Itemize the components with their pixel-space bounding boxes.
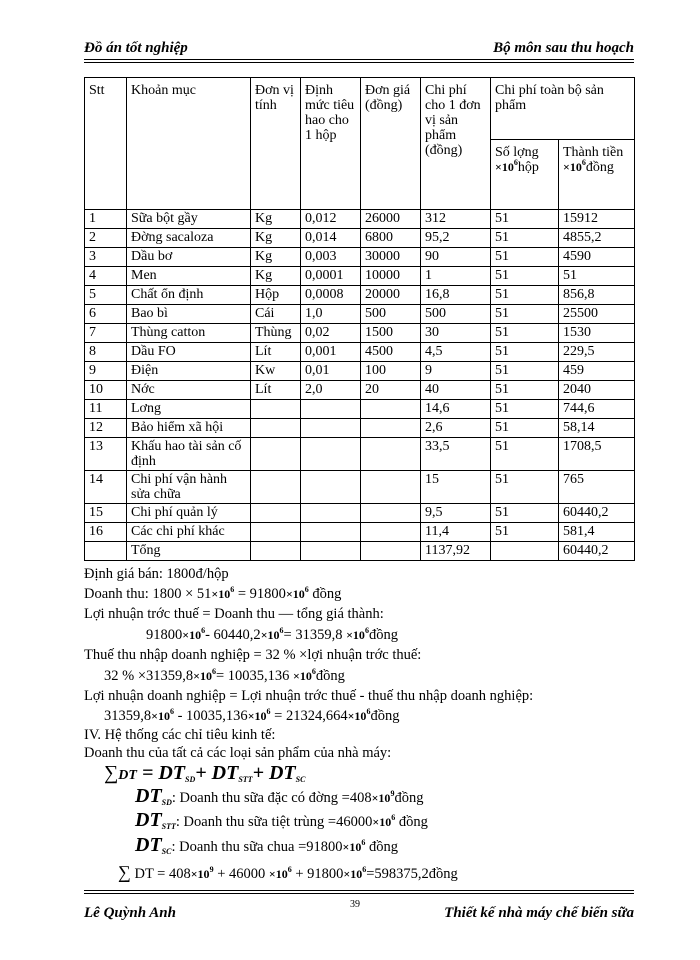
cell-qty: 51 [491,504,559,523]
cell-norm: 0,01 [301,362,361,381]
net-profit-calculation: $31359,8\times 10^6 - 10035,136\times 10^6$ = $21324,664\times 10^6đồng$ [104,707,400,724]
col-amount: Thành tiền $\times 10^6đồng$ [559,140,635,210]
cell-item: Khấu hao tài sản cố định [127,438,251,471]
cell-amount: 60440,2 [559,504,635,523]
net-profit-definition: Lợi nhuận doanh nghiệp = Lợi nhuận trớc thuế - thuế thu nhập doanh nghiệp: [84,688,534,704]
cell-unit: Kw [251,362,301,381]
cell-qty: 51 [491,400,559,419]
cell-amount: 60440,2 [559,542,635,561]
cell-item: Tổng [127,542,251,561]
revenue-line: Doanh thu: $1800 \times 51\times 10^6 = 91800\times 10^6$ đồng [84,585,342,602]
cell-price: 1500 [361,324,421,343]
cell-item: Chi phí quản lý [127,504,251,523]
sum-formula: $\sum DT = DT_{SD}+ DT_{STT}+ DT_{SC}$ [104,762,306,784]
cell-qty: 51 [491,210,559,229]
cell-unit [251,419,301,438]
cell-stt: 12 [85,419,127,438]
cell-price [361,504,421,523]
cell-norm [301,523,361,542]
cell-price: 30000 [361,248,421,267]
cell-norm: 0,02 [301,324,361,343]
table-body [85,210,635,561]
tax-calculation: 32 % $\times 31359,8\times 10^6= 10035,136$ $\times 10^6đồng$ [104,667,345,684]
cell-unit: Kg [251,229,301,248]
table-row [85,381,635,400]
cell-cost: 40 [421,381,491,400]
cell-price [361,438,421,471]
cell-cost: 15 [421,471,491,504]
col-cost-per-unit: Chi phí cho 1 đơn vị sản phẩm (đồng) [421,78,491,210]
section-heading: IV. Hệ thống các chỉ tiêu kinh tế: [84,727,276,743]
cell-qty: 51 [491,419,559,438]
cell-item: Các chi phí khác [127,523,251,542]
cell-cost: 9 [421,362,491,381]
cell-stt [85,542,127,561]
cell-norm [301,504,361,523]
cell-norm: 0,0001 [301,267,361,286]
cell-unit: Lít [251,343,301,362]
table-row [85,248,635,267]
cell-norm [301,419,361,438]
cell-cost: 1 [421,267,491,286]
table-row [85,471,635,504]
cell-amount: 581,4 [559,523,635,542]
cell-amount: 2040 [559,381,635,400]
cell-qty: 51 [491,286,559,305]
cell-item: Nớc [127,381,251,400]
cell-unit: Kg [251,210,301,229]
cell-unit [251,504,301,523]
cell-stt: 5 [85,286,127,305]
col-price: Đơn giá (đồng) [361,78,421,210]
tax-definition: Thuế thu nhập doanh nghiệp = 32 % ×lợi nhuận trớc thuế: [84,647,422,663]
cell-stt: 11 [85,400,127,419]
profit-calculation: $91800\times 10^6-$ $60440,2\times 10^6= 31359,8$ $\times 10^6đồng$ [146,626,398,643]
cell-item: Điện [127,362,251,381]
header-left: Đồ án tốt nghiệp [84,40,188,56]
table-row [85,286,635,305]
col-norm: Định mức tiêu hao cho 1 hộp [301,78,361,210]
cell-cost: 4,5 [421,343,491,362]
cell-stt: 4 [85,267,127,286]
cell-cost: 2,6 [421,419,491,438]
cell-stt: 9 [85,362,127,381]
cell-amount: 765 [559,471,635,504]
col-total-group: Chi phí toàn bộ sản phẩm [491,78,635,140]
col-item: Khoản mục [127,78,251,210]
table-row [85,229,635,248]
cell-qty: 51 [491,305,559,324]
page-header [84,40,634,60]
cell-stt: 15 [85,504,127,523]
cell-item: Lơng [127,400,251,419]
cell-unit: Thùng [251,324,301,343]
cell-norm: 0,014 [301,229,361,248]
cell-price: 20000 [361,286,421,305]
cell-item: Men [127,267,251,286]
cell-amount: 25500 [559,305,635,324]
cell-stt: 3 [85,248,127,267]
cell-stt: 2 [85,229,127,248]
cell-qty: 51 [491,381,559,400]
cell-unit [251,438,301,471]
header-right: Bộ môn sau thu hoạch [493,40,634,56]
cell-item: Dầu bơ [127,248,251,267]
cell-qty: 51 [491,343,559,362]
cell-unit: Hộp [251,286,301,305]
cell-stt: 13 [85,438,127,471]
cell-qty: 51 [491,267,559,286]
table-row [85,504,635,523]
table-row [85,267,635,286]
cell-cost: 30 [421,324,491,343]
cell-cost: 33,5 [421,438,491,471]
cell-qty: 51 [491,471,559,504]
revenue-all-label: Doanh thu của tất cả các loại sản phẩm của nhà máy: [84,745,392,761]
cell-amount: 51 [559,267,635,286]
cell-qty: 51 [491,438,559,471]
cell-stt: 10 [85,381,127,400]
cell-cost: 1137,92 [421,542,491,561]
cell-item: Chất ổn định [127,286,251,305]
cell-amount: 856,8 [559,286,635,305]
cell-norm: 0,003 [301,248,361,267]
price-line: Định giá bán: 1800đ/hộp [84,566,229,582]
cell-price: 26000 [361,210,421,229]
cell-unit [251,471,301,504]
cell-cost: 312 [421,210,491,229]
cell-qty: 51 [491,523,559,542]
table-row [85,523,635,542]
cell-unit [251,542,301,561]
total-revenue-line: ∑ DT = $408\times 10^9 + 46000 \times 10^6$ + $91800\times 10^6=598375,2đồng$ [118,862,458,882]
cell-amount: 229,5 [559,343,635,362]
cell-norm [301,400,361,419]
cell-stt: 1 [85,210,127,229]
dt-stt-definition: $DT_{STT}$: Doanh thu sữa tiệt trùng $=46000\times 10^6$ đồng [135,809,428,831]
cell-qty: 51 [491,324,559,343]
dt-sd-definition: $DT_{SD}$: Doanh thu sữa đặc có đờng $=408\times 10^9đồng$ [135,785,424,807]
cell-price: 6800 [361,229,421,248]
col-qty: Số lợng $\times 10^6hộp$ [491,140,559,210]
cell-unit: Kg [251,267,301,286]
cell-cost: 11,4 [421,523,491,542]
profit-definition: Lợi nhuận trớc thuế = Doanh thu — tổng giá thành: [84,606,384,622]
cell-unit: Lít [251,381,301,400]
cell-norm: 0,0008 [301,286,361,305]
header-rule [84,59,634,63]
cell-price [361,523,421,542]
cell-amount: 58,14 [559,419,635,438]
cell-norm [301,471,361,504]
cell-amount: 1530 [559,324,635,343]
cell-norm: 0,012 [301,210,361,229]
cell-item: Bao bì [127,305,251,324]
cell-qty: 51 [491,362,559,381]
cell-price: 500 [361,305,421,324]
cell-cost: 500 [421,305,491,324]
table-row [85,362,635,381]
cell-qty: 51 [491,248,559,267]
cell-cost: 95,2 [421,229,491,248]
table-row [85,324,635,343]
cell-unit: Kg [251,248,301,267]
cost-table [84,77,635,561]
cell-norm: 1,0 [301,305,361,324]
cell-amount: 744,6 [559,400,635,419]
cell-norm [301,542,361,561]
cell-amount: 4855,2 [559,229,635,248]
cell-qty: 51 [491,229,559,248]
table-row [85,305,635,324]
footer-rule [84,890,634,894]
cell-cost: 90 [421,248,491,267]
cell-stt: 16 [85,523,127,542]
cell-unit: Cái [251,305,301,324]
table-row [85,542,635,561]
cell-amount: 1708,5 [559,438,635,471]
dt-sc-definition: $DT_{SC}$: Doanh thu sữa chua $=91800\times 10^6$ đồng [135,834,399,856]
table-row [85,438,635,471]
table-row [85,419,635,438]
cell-item: Đờng sacaloza [127,229,251,248]
cell-stt: 6 [85,305,127,324]
col-stt: Stt [85,78,127,210]
cell-price [361,400,421,419]
cell-unit [251,523,301,542]
footer-title: Thiết kế nhà máy chế biến sữa [444,905,634,921]
table-header-row-1 [85,78,635,140]
cell-item: Dầu FO [127,343,251,362]
col-unit: Đơn vị tính [251,78,301,210]
cell-amount: 459 [559,362,635,381]
cell-price [361,542,421,561]
footer-author: Lê Quỳnh Anh [84,905,176,921]
cell-amount: 15912 [559,210,635,229]
cell-unit [251,400,301,419]
cell-qty [491,542,559,561]
cell-cost: 9,5 [421,504,491,523]
table-row [85,343,635,362]
cell-norm [301,438,361,471]
cell-item: Thùng catton [127,324,251,343]
cell-cost: 16,8 [421,286,491,305]
cell-cost: 14,6 [421,400,491,419]
page-number: 39 [350,899,360,910]
cell-norm: 0,001 [301,343,361,362]
cell-price: 4500 [361,343,421,362]
cell-item: Bảo hiểm xã hội [127,419,251,438]
table-row [85,400,635,419]
table-row [85,210,635,229]
cell-stt: 7 [85,324,127,343]
cell-stt: 14 [85,471,127,504]
cell-price [361,419,421,438]
cell-item: Chi phí vận hành sửa chữa [127,471,251,504]
cell-stt: 8 [85,343,127,362]
cell-price: 20 [361,381,421,400]
cell-price [361,471,421,504]
cell-norm: 2,0 [301,381,361,400]
cell-amount: 4590 [559,248,635,267]
cell-price: 10000 [361,267,421,286]
page-footer [84,899,634,922]
cell-item: Sữa bột gầy [127,210,251,229]
cell-price: 100 [361,362,421,381]
